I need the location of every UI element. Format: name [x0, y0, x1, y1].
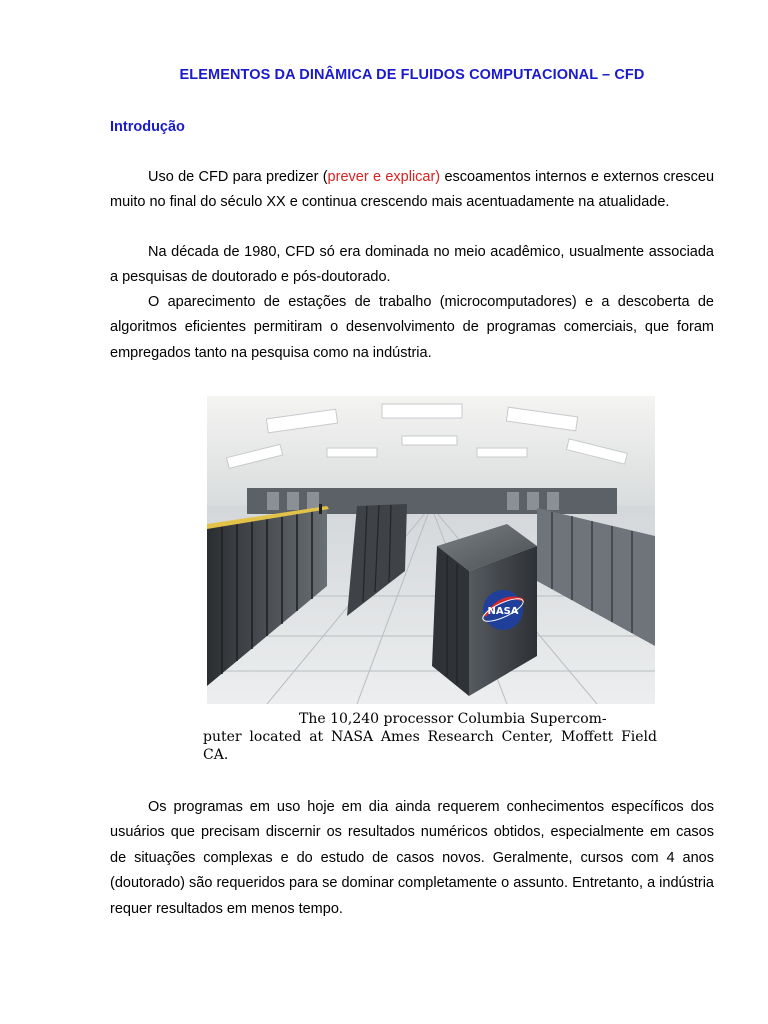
paragraph-1-highlight: prever e explicar): [327, 169, 441, 185]
section-heading: Introdução: [110, 119, 185, 135]
paragraph-2: Na década de 1980, CFD só era dominada no meio acadêmico, usualmente associada a pesquisas de doutorado e pós-doutorado.: [110, 244, 714, 286]
figure-caption: [203, 710, 657, 764]
paragraph-3: O aparecimento de estações de trabalho (microcomputadores) e a descoberta de algoritmos eficientes permitiram o desenvolvimento de programas comerciais, que foram empregados tanto na pesquisa como na indústria.: [110, 294, 714, 361]
nasa-logo-text: NASA: [487, 606, 519, 617]
supercomputer-photo: [207, 396, 655, 704]
paragraph-1: [110, 165, 714, 216]
paragraph-1-end: escoamentos internos e externos cresceu muito no final do século XX e continua crescendo mais acentuadamente na atualidade.: [110, 169, 715, 211]
page-title: ELEMENTOS DA DINÂMICA DE FLUIDOS COMPUTACIONAL – CFD: [179, 67, 645, 83]
figure-caption-line1: The 10,240 processor Columbia Supercom-: [299, 711, 607, 727]
paragraph-4: Os programas em uso hoje em dia ainda requerem conhecimentos específicos dos usuários que precisam discernir os resultados numéricos obtidos, especialmente em casos de situações complexas e do estudo de casos novos. Geralmente, cursos com 4 anos (doutorado) são requeridos para se dominar completamente o assunto. Entretanto, a indústria requer resultados em menos tempo.: [110, 799, 714, 917]
paragraph-1-start: Uso de CFD para predizer (: [148, 169, 328, 185]
figure-caption-rest: puter located at NASA Ames Research Center, Moffett Field CA.: [203, 729, 657, 763]
